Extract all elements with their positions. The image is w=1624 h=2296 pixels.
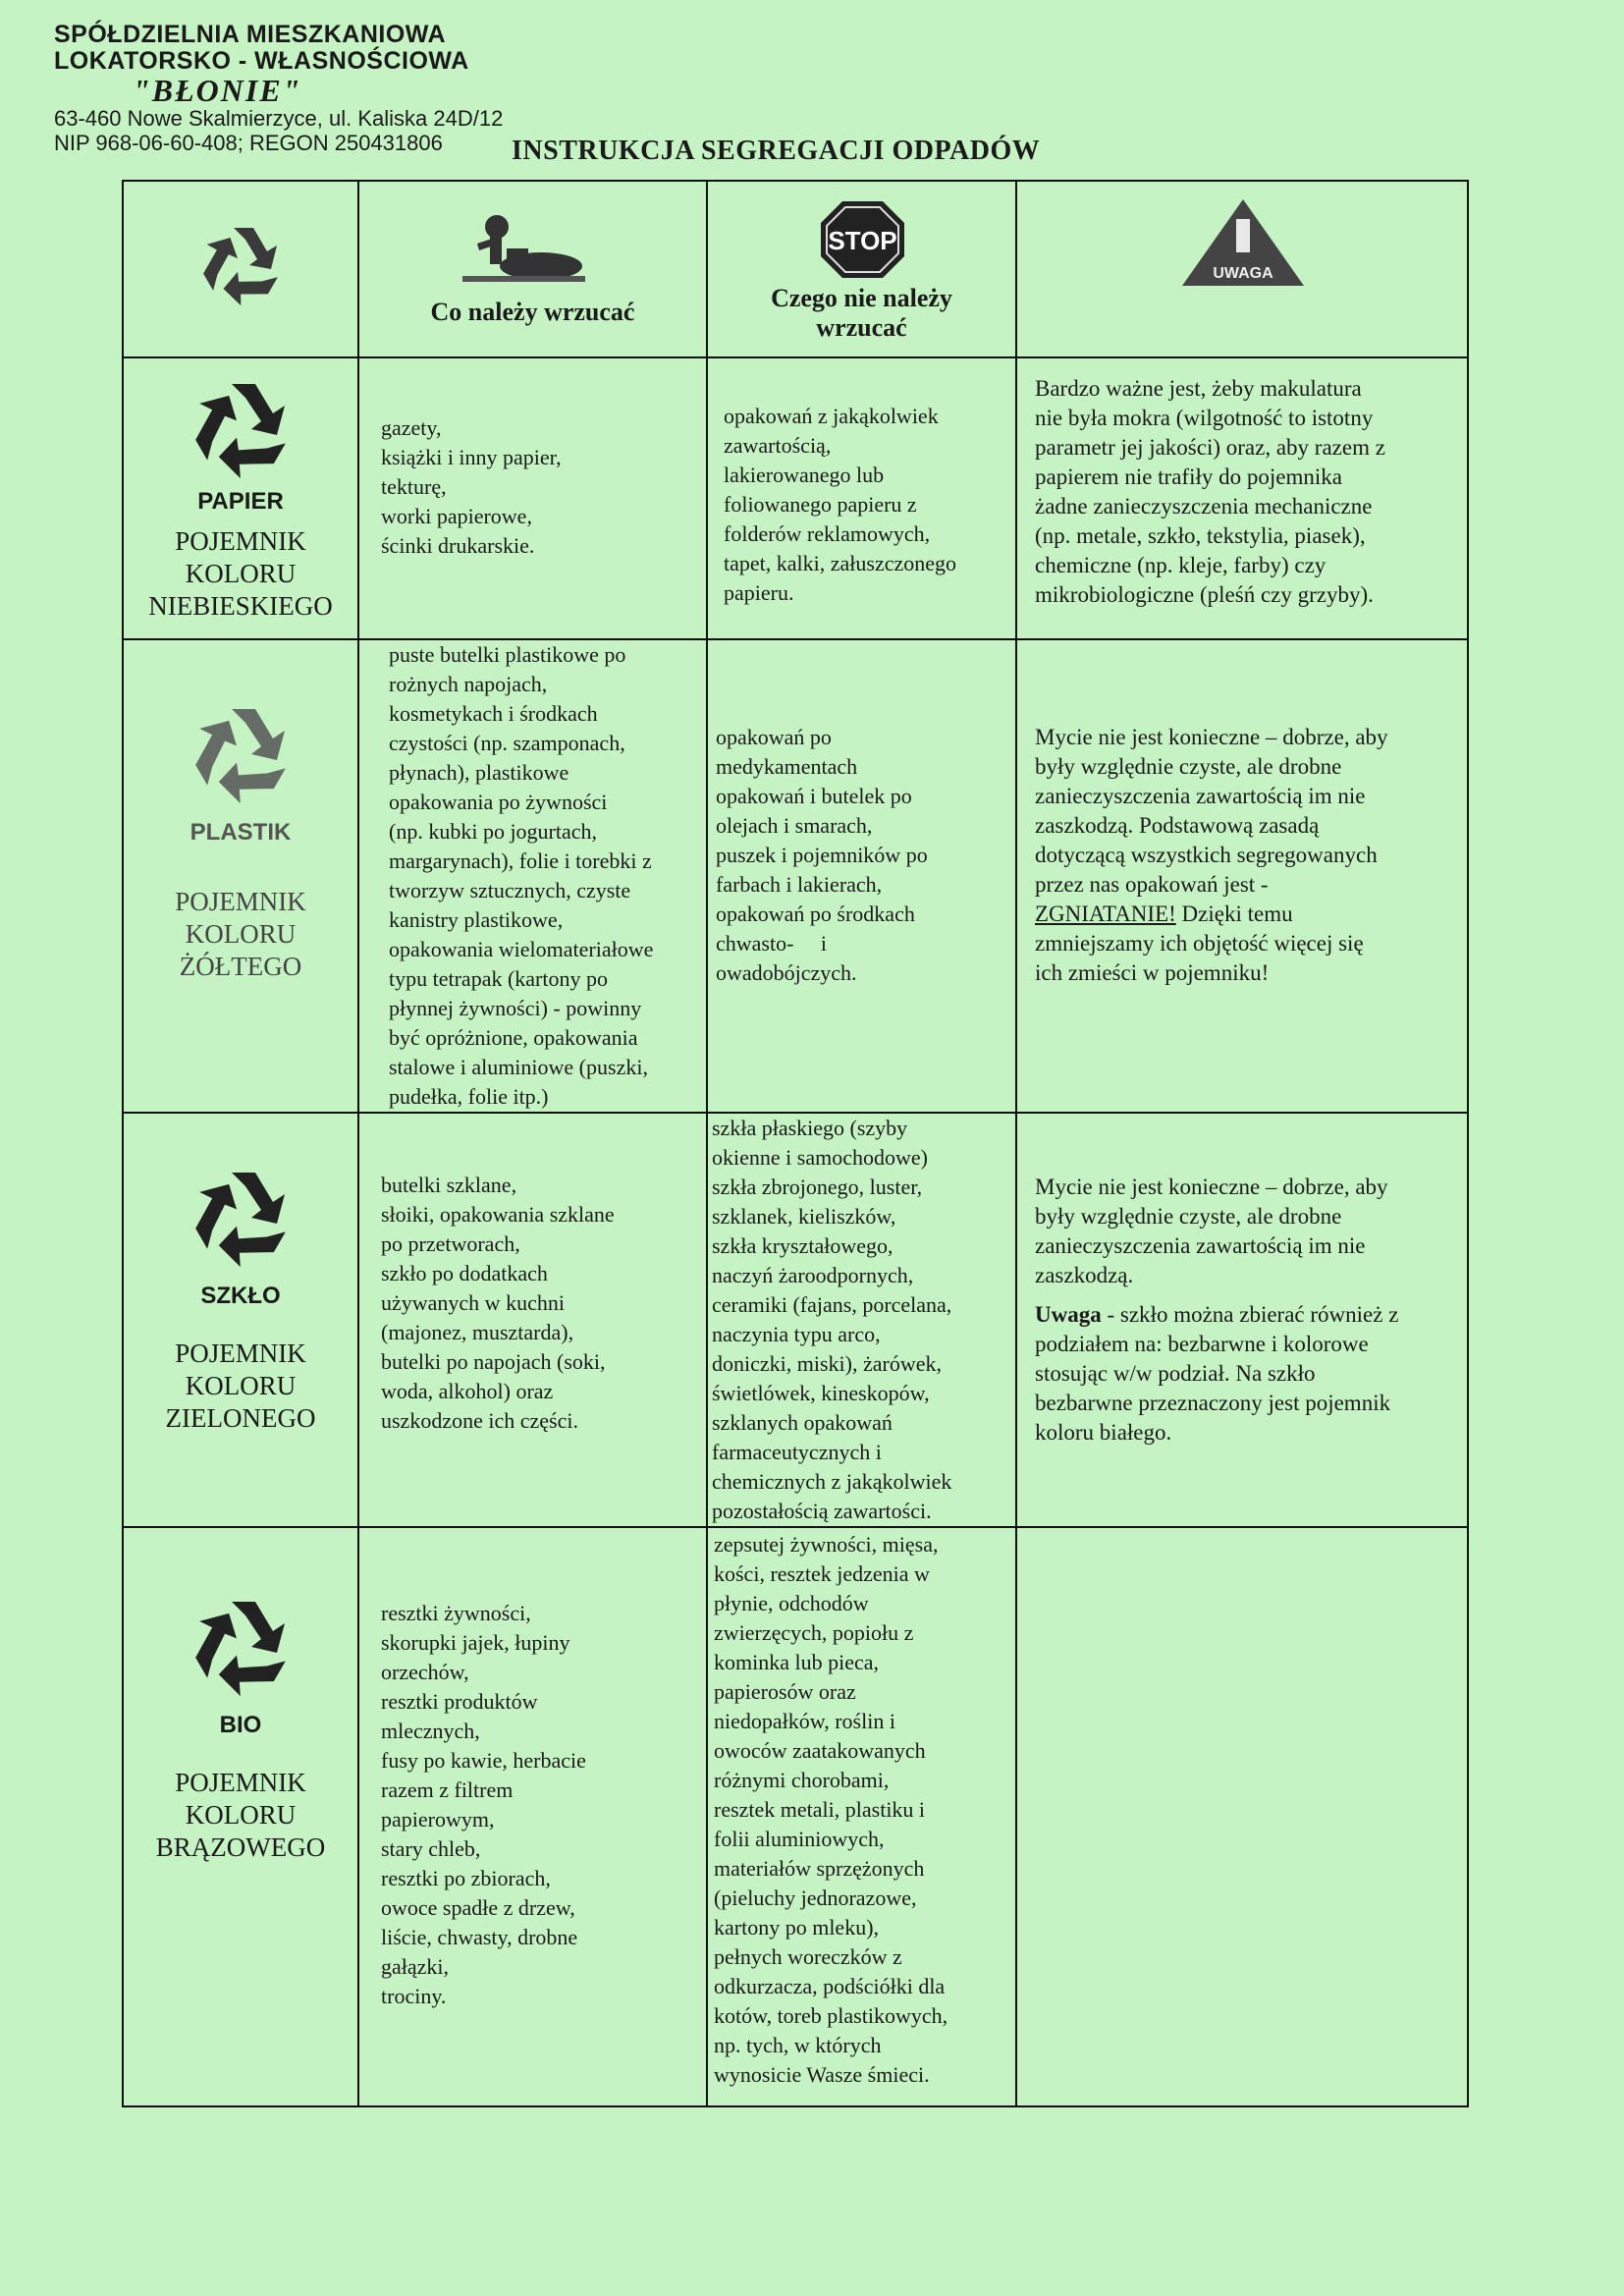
stop-sign-label: STOP xyxy=(828,226,897,255)
note-line: parametr jej jakości) oraz, aby razem z xyxy=(1035,435,1385,460)
recycle-icon xyxy=(124,368,359,486)
organization-header xyxy=(54,22,503,155)
list-item: tekturę, xyxy=(381,474,447,499)
list-item: (pieluchy jednorazowe, xyxy=(714,1886,917,1910)
warning-triangle-icon xyxy=(1017,195,1469,303)
list-item: tworzyw sztucznych, czyste xyxy=(389,878,631,902)
list-item: kartony po mleku), xyxy=(714,1915,880,1940)
bin-color-line: ZIELONEGO xyxy=(165,1403,316,1433)
list-item: płynnej żywności) - powinny xyxy=(389,996,642,1020)
warning-label: UWAGA xyxy=(1213,265,1273,282)
list-item: kominka lub pieca, xyxy=(714,1650,880,1674)
list-item: worki papierowe, xyxy=(381,504,532,528)
note-line xyxy=(1035,900,1457,929)
recycle-icon xyxy=(124,1153,359,1281)
allowed-cell-bio xyxy=(358,1527,707,2106)
list-item: folii aluminiowych, xyxy=(714,1827,885,1851)
document-title: INSTRUKCJA SEGREGACJI ODPADÓW xyxy=(512,136,1041,166)
list-item: resztek metali, plastiku i xyxy=(714,1797,926,1822)
bin-color-line: POJEMNIK xyxy=(175,1768,306,1797)
list-item: woda, alkohol) oraz xyxy=(381,1379,554,1403)
org-address: 63-460 Nowe Skalmierzyce, ul. Kaliska 24D/12 xyxy=(54,106,504,131)
list-item: olejach i smarach, xyxy=(716,813,873,838)
list-item: kanistry plastikowe, xyxy=(389,907,564,932)
bin-type-label: PLASTIK xyxy=(189,819,292,846)
recycle-icon xyxy=(124,1582,359,1710)
header-cell-warning xyxy=(1016,181,1468,357)
bin-color-line: KOLORU xyxy=(185,559,297,588)
list-item: papieru. xyxy=(724,580,794,605)
list-item: słoiki, opakowania szklane xyxy=(381,1202,615,1227)
note-line: papierem nie trafiły do pojemnika xyxy=(1035,465,1342,489)
note-line: były względnie czyste, ale drobne xyxy=(1035,754,1342,779)
header-forbidden-label-1: Czego nie należy xyxy=(771,284,952,312)
list-item: płynie, odchodów xyxy=(714,1591,869,1615)
note-line xyxy=(1035,1300,1457,1330)
note-line: koloru białego. xyxy=(1035,1420,1172,1445)
org-line-1: SPÓŁDZIELNIA MIESZKANIOWA xyxy=(54,21,447,48)
note-line: chemiczne (np. kleje, farby) czy xyxy=(1035,553,1326,577)
bin-color-line: NIEBIESKIEGO xyxy=(148,591,333,621)
bin-cell-plastic xyxy=(123,639,358,1113)
recycle-icon xyxy=(124,211,359,319)
header-cell-allowed xyxy=(358,181,707,357)
list-item: chemicznych z jakąkolwiek xyxy=(712,1469,952,1494)
list-item: materiałów sprzężonych xyxy=(714,1856,925,1881)
list-item: naczyń żaroodpornych, xyxy=(712,1263,914,1287)
list-item: puste butelki plastikowe po xyxy=(389,642,626,667)
note-line: przez nas opakowań jest - xyxy=(1035,872,1269,897)
header-forbidden-label-2: wrzucać xyxy=(816,313,907,342)
list-item: ścinki drukarskie. xyxy=(381,533,535,558)
list-item: różnymi chorobami, xyxy=(714,1768,890,1792)
list-item: po przetworach, xyxy=(381,1231,520,1256)
list-item: książki i inny papier, xyxy=(381,445,562,469)
list-item: papierosów oraz xyxy=(714,1679,856,1704)
list-item: gałązki, xyxy=(381,1954,450,1979)
note-line: zaszkodzą. Podstawową zasadą xyxy=(1035,813,1320,838)
note-line: zmniejszamy ich objętość więcej się xyxy=(1035,931,1364,956)
list-item: świetlówek, kineskopów, xyxy=(712,1381,930,1405)
list-item: opakowania wielomateriałowe xyxy=(389,937,654,961)
note-line: bezbarwne przeznaczony jest pojemnik xyxy=(1035,1391,1391,1415)
list-item: doniczki, miski), żarówek, xyxy=(712,1351,942,1376)
list-item: farmaceutycznych i xyxy=(712,1440,882,1464)
list-item: zwierzęcych, popiołu z xyxy=(714,1620,914,1645)
list-item: pudełka, folie itp.) xyxy=(389,1084,549,1109)
note-line: były względnie czyste, ale drobne xyxy=(1035,1204,1342,1229)
list-item: zawartością, xyxy=(724,433,832,458)
note-line: Mycie nie jest konieczne – dobrze, aby xyxy=(1035,1175,1388,1199)
list-item: pełnych woreczków z xyxy=(714,1944,902,1969)
bin-color-line: KOLORU xyxy=(185,1800,297,1830)
allowed-cell-glass xyxy=(358,1113,707,1527)
list-item: szkło po dodatkach xyxy=(381,1261,548,1285)
note-line: dotyczącą wszystkich segregowanych xyxy=(1035,843,1378,867)
bin-color-line: POJEMNIK xyxy=(175,887,306,916)
list-item: resztki produktów xyxy=(381,1689,538,1714)
list-item: gazety, xyxy=(381,415,442,440)
row-paper xyxy=(123,357,1468,639)
note-line: Bardzo ważne jest, żeby makulatura xyxy=(1035,376,1362,401)
allowed-cell-paper xyxy=(358,357,707,639)
notes-cell-glass xyxy=(1016,1113,1468,1527)
list-item: kości, resztek jedzenia w xyxy=(714,1561,930,1586)
list-item: owoce spadłe z drzew, xyxy=(381,1895,575,1920)
bin-color-line: BRĄZOWEGO xyxy=(155,1832,326,1862)
bin-cell-paper xyxy=(123,357,358,639)
note-line: zaszkodzą. xyxy=(1035,1263,1134,1287)
recycle-icon xyxy=(124,689,359,817)
list-item: okienne i samochodowe) xyxy=(712,1145,928,1170)
list-item: kotów, toreb plastikowych, xyxy=(714,2003,948,2028)
note-line: ich zmieści w pojemniku! xyxy=(1035,960,1270,985)
note-line: podziałem na: bezbarwne i kolorowe xyxy=(1035,1332,1369,1356)
forbidden-cell-paper xyxy=(707,357,1016,639)
note-line: żadne zanieczyszczenia mechaniczne xyxy=(1035,494,1373,519)
note-text: - szkło można zbierać również z xyxy=(1101,1302,1399,1327)
row-glass xyxy=(123,1113,1468,1527)
list-item: opakowań po xyxy=(716,725,832,749)
bin-color-line: KOLORU xyxy=(185,919,297,949)
list-item: margarynach), folie i torebki z xyxy=(389,848,652,873)
org-name: "BŁONIE" xyxy=(133,73,302,108)
bin-color-line: ŻÓŁTEGO xyxy=(179,952,302,981)
org-ids: NIP 968-06-60-408; REGON 250431806 xyxy=(54,131,443,155)
note-line: zanieczyszczenia zawartością im nie xyxy=(1035,1233,1366,1258)
list-item: odkurzacza, podściółki dla xyxy=(714,1974,946,1998)
list-item: papierowym, xyxy=(381,1807,495,1831)
bin-cell-bio xyxy=(123,1527,358,2106)
list-item: czystości (np. szamponach, xyxy=(389,731,625,755)
table-header-row xyxy=(123,181,1468,357)
note-text: Dzięki temu xyxy=(1175,902,1293,926)
bin-type-label: SZKŁO xyxy=(200,1283,281,1309)
bin-type-label: BIO xyxy=(219,1712,262,1738)
emphasis-text: ZGNIATANIE! xyxy=(1035,902,1176,926)
note-line: Mycie nie jest konieczne – dobrze, aby xyxy=(1035,725,1388,749)
list-item: pozostałością zawartości. xyxy=(712,1499,932,1523)
list-item: opakowań i butelek po xyxy=(716,784,912,808)
list-item: butelki szklane, xyxy=(381,1173,517,1197)
list-item: stary chleb, xyxy=(381,1836,481,1861)
list-item: butelki po napojach (soki, xyxy=(381,1349,606,1374)
list-item: owadobójczych. xyxy=(716,960,857,985)
list-item: farbach i lakierach, xyxy=(716,872,883,897)
row-bio xyxy=(123,1527,1468,2106)
notes-cell-plastic xyxy=(1016,639,1468,1113)
list-item: medykamentach xyxy=(716,754,858,779)
list-item: kosmetykach i środkach xyxy=(389,701,598,726)
list-item: trociny. xyxy=(381,1984,447,2008)
list-item: liście, chwasty, drobne xyxy=(381,1925,578,1949)
list-item: (majonez, musztarda), xyxy=(381,1320,574,1344)
list-item: naczynia typu arco, xyxy=(712,1322,881,1346)
list-item: skorupki jajek, łupiny xyxy=(381,1630,570,1655)
list-item: lakierowanego lub xyxy=(724,463,885,487)
trash-figure-icon xyxy=(359,190,708,298)
allowed-cell-plastic xyxy=(358,639,707,1113)
row-plastic xyxy=(123,639,1468,1113)
bin-color-line: POJEMNIK xyxy=(175,526,306,556)
forbidden-cell-glass xyxy=(707,1113,1016,1527)
list-item: uszkodzone ich części. xyxy=(381,1408,578,1433)
list-item: szklanych opakowań xyxy=(712,1410,893,1435)
list-item: resztki żywności, xyxy=(381,1601,531,1625)
note-line: stosując w/w podział. Na szkło xyxy=(1035,1361,1316,1386)
list-item: płynach), plastikowe xyxy=(389,760,569,785)
list-item: ceramiki (fajans, porcelana, xyxy=(712,1292,952,1317)
list-item: opakowań z jakąkolwiek xyxy=(724,404,939,428)
list-item: np. tych, w których xyxy=(714,2033,882,2057)
notes-cell-paper xyxy=(1016,357,1468,639)
list-item: niedopałków, roślin i xyxy=(714,1709,895,1733)
list-item: rożnych napojach, xyxy=(389,672,548,696)
list-item: opakowania po żywności xyxy=(389,790,608,814)
list-item: stalowe i aluminiowe (puszki, xyxy=(389,1055,648,1079)
list-item: orzechów, xyxy=(381,1660,469,1684)
stop-sign-icon xyxy=(708,195,1017,284)
list-item: (np. kubki po jogurtach, xyxy=(389,819,598,844)
segregation-table xyxy=(122,180,1469,2107)
header-cell-forbidden xyxy=(707,181,1016,357)
bin-type-label: PAPIER xyxy=(197,488,284,515)
org-line-2: LOKATORSKO - WŁASNOŚCIOWA xyxy=(54,47,469,75)
list-item: typu tetrapak (kartony po xyxy=(389,966,608,991)
note-line: mikrobiologiczne (pleśń czy grzyby). xyxy=(1035,582,1374,607)
note-line: nie była mokra (wilgotność to istotny xyxy=(1035,406,1374,430)
list-item: razem z filtrem xyxy=(381,1777,514,1802)
list-item: szkła płaskiego (szyby xyxy=(712,1116,908,1140)
notes-cell-bio xyxy=(1016,1527,1468,2106)
list-item: puszek i pojemników po xyxy=(716,843,928,867)
list-item: szklanek, kieliszków, xyxy=(712,1204,896,1229)
list-item: szkła zbrojonego, luster, xyxy=(712,1175,923,1199)
list-item: zepsutej żywności, mięsa, xyxy=(714,1532,939,1557)
header-cell-icon xyxy=(123,181,358,357)
list-item: resztki po zbiorach, xyxy=(381,1866,551,1890)
note-line: (np. metale, szkło, tekstylia, piasek), xyxy=(1035,523,1366,548)
header-allowed-label: Co należy wrzucać xyxy=(430,298,635,326)
list-item: szkła kryształowego, xyxy=(712,1233,893,1258)
list-item: używanych w kuchni xyxy=(381,1290,565,1315)
list-item: tapet, kalki, załuszczonego xyxy=(724,551,957,575)
list-item: fusy po kawie, herbacie xyxy=(381,1748,586,1773)
list-item: być opróżnione, opakowania xyxy=(389,1025,638,1050)
list-item: opakowań po środkach xyxy=(716,902,915,926)
list-item: folderów reklamowych, xyxy=(724,521,931,546)
list-item: chwasto- i xyxy=(716,931,828,956)
bin-color-line: KOLORU xyxy=(185,1371,297,1400)
note-bold: Uwaga xyxy=(1035,1302,1102,1327)
note-line: zanieczyszczenia zawartością im nie xyxy=(1035,784,1366,808)
list-item: wynosicie Wasze śmieci. xyxy=(714,2062,930,2087)
forbidden-cell-bio xyxy=(707,1527,1016,2106)
forbidden-cell-plastic xyxy=(707,639,1016,1113)
list-item: mlecznych, xyxy=(381,1719,480,1743)
list-item: owoców zaatakowanych xyxy=(714,1738,926,1763)
list-item: foliowanego papieru z xyxy=(724,492,917,517)
bin-cell-glass xyxy=(123,1113,358,1527)
bin-color-line: POJEMNIK xyxy=(175,1339,306,1368)
